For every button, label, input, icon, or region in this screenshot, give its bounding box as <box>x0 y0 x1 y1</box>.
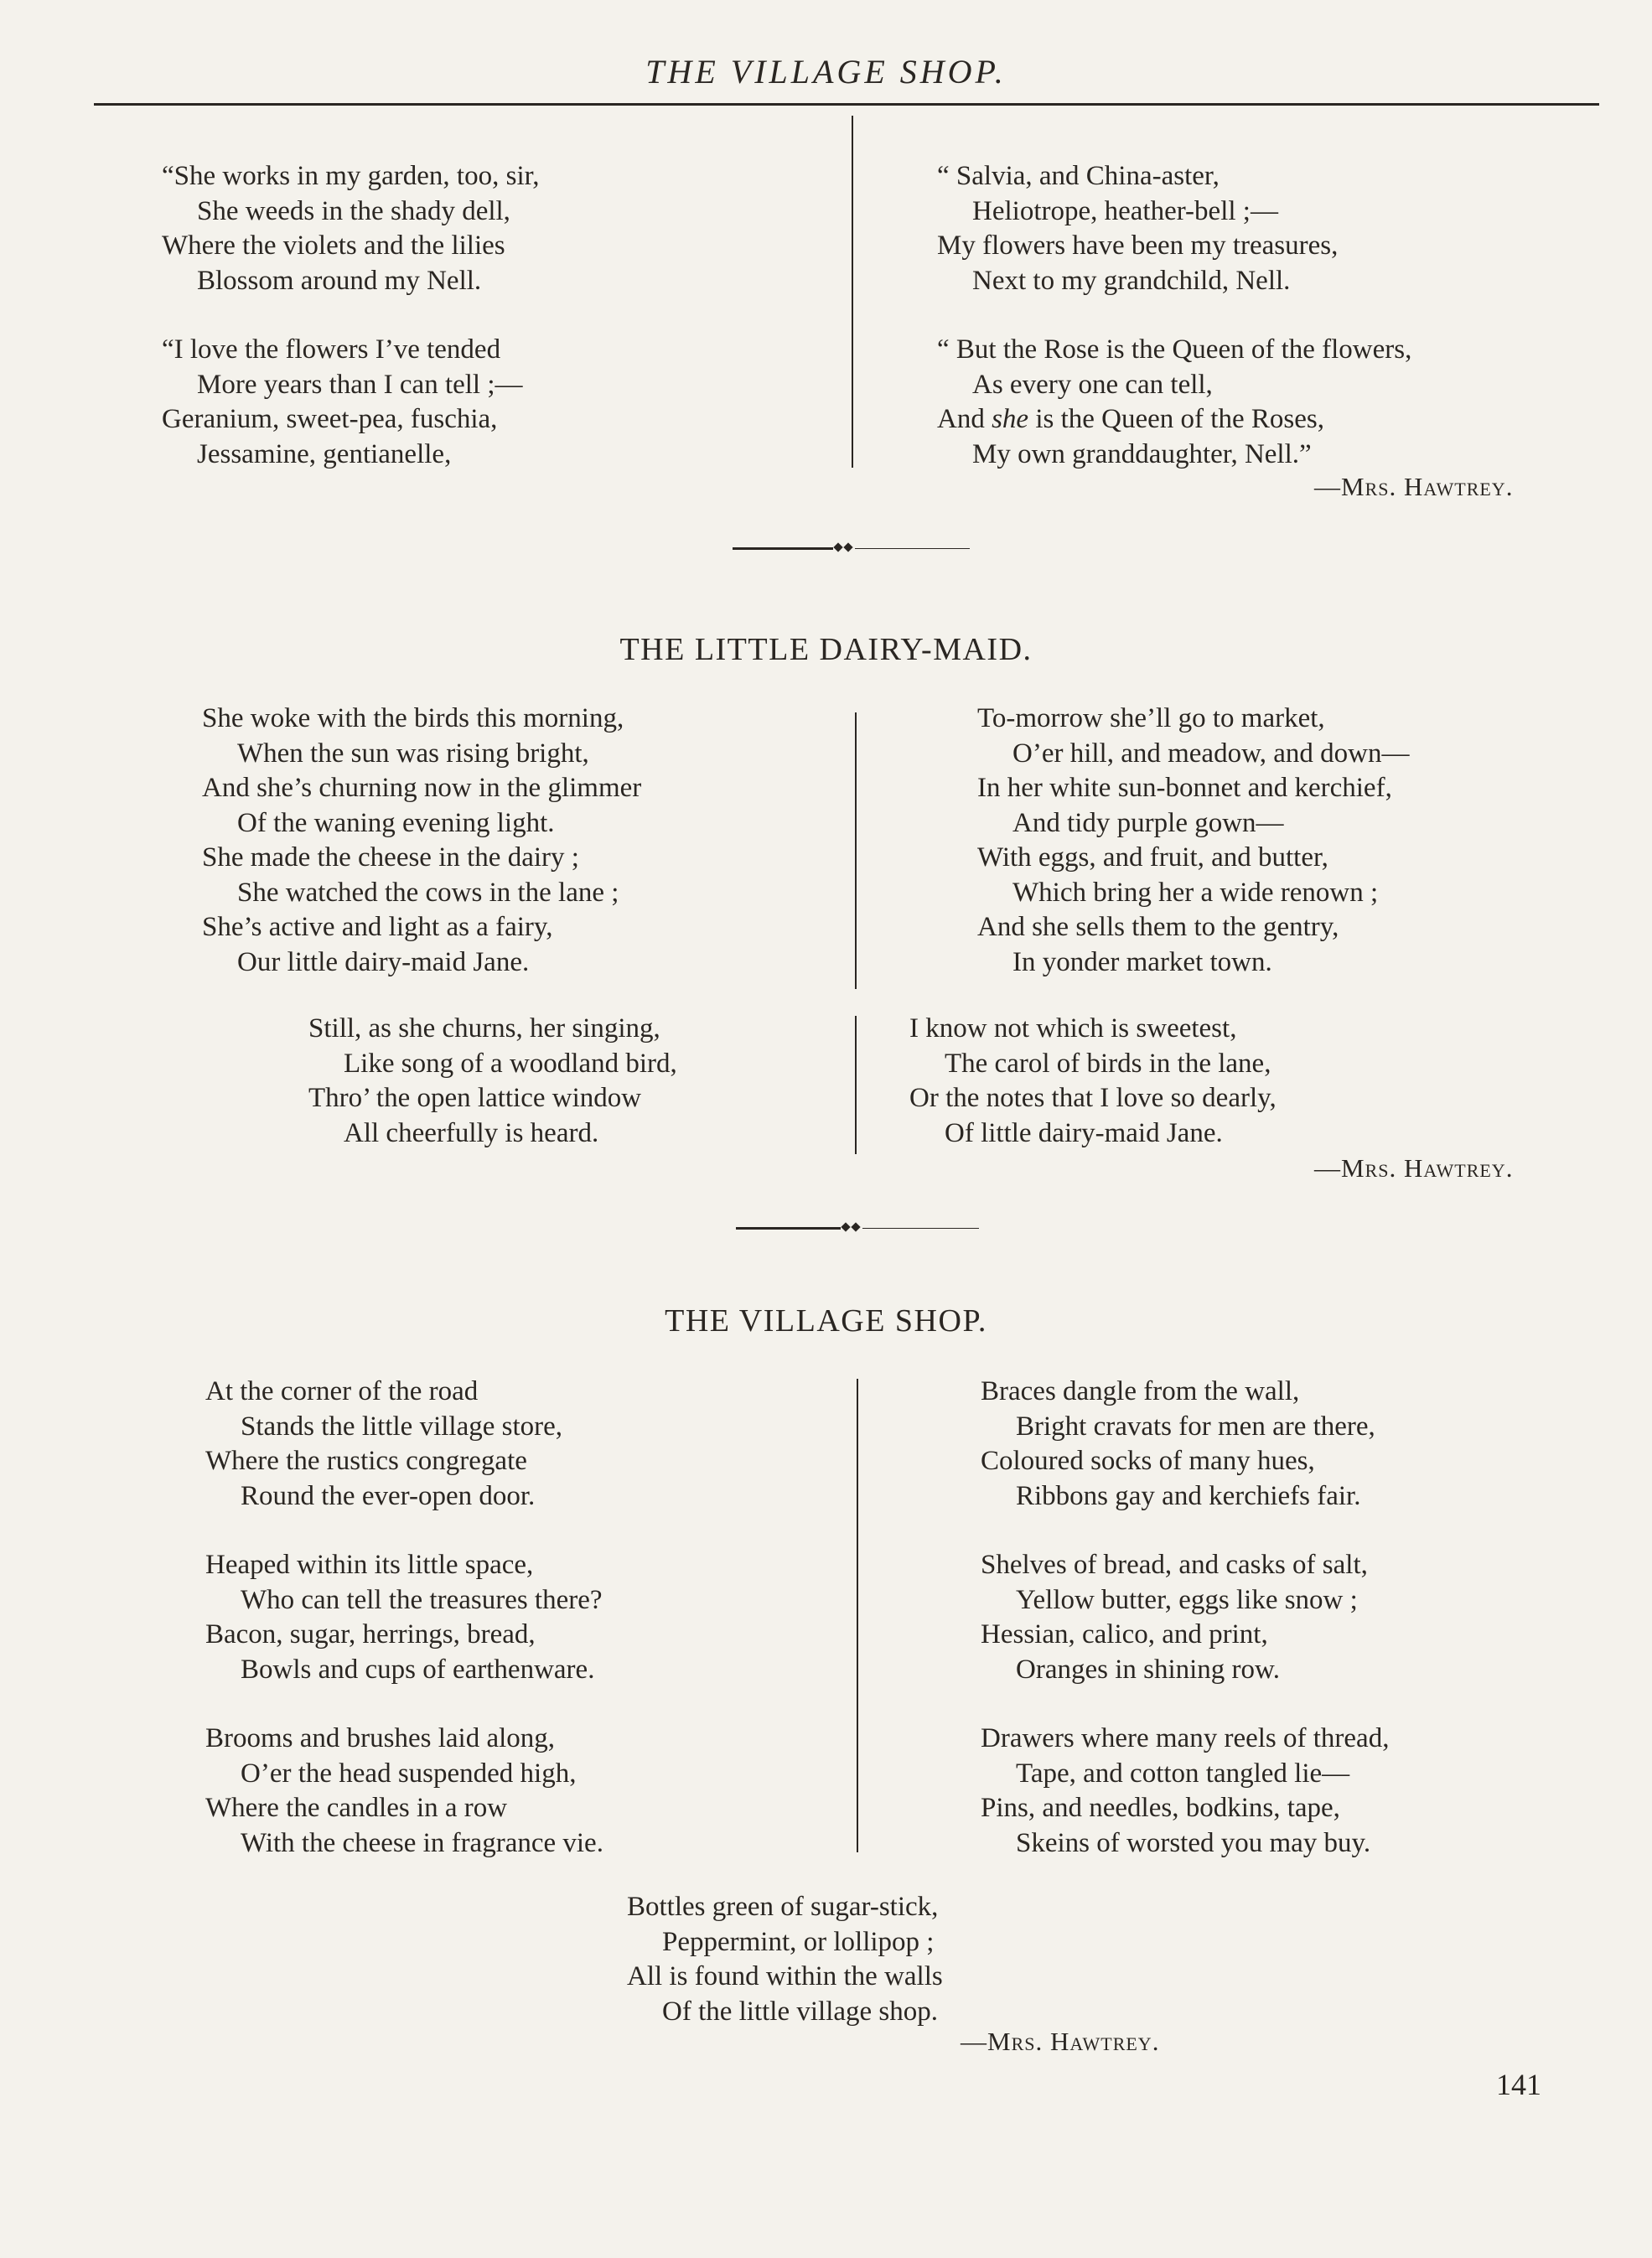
poem-line: I know not which is sweetest, <box>909 1013 1237 1044</box>
section-ornament <box>736 1226 979 1231</box>
poem-line: Bacon, sugar, herrings, bread, <box>205 1619 536 1649</box>
poem-line: Of the little village shop. <box>662 1996 939 2027</box>
poem-line: Next to my grandchild, Nell. <box>972 265 1291 296</box>
poem-line: “I love the flowers I’ve tended <box>162 334 501 365</box>
poem-line: O’er hill, and meadow, and down— <box>1012 738 1410 769</box>
poem-line: In yonder market town. <box>1012 946 1272 977</box>
poem2-left-stanza-1 <box>202 702 641 980</box>
poem1-right-column <box>937 159 1411 472</box>
poem-line: Hessian, calico, and print, <box>981 1619 1268 1649</box>
poem-line: When the sun was rising bright, <box>237 738 589 769</box>
header-rule <box>94 103 1599 106</box>
poem-line: She woke with the birds this morning, <box>202 703 624 733</box>
poem3-stanza-final <box>627 1890 943 2029</box>
poem-line: Pins, and needles, bodkins, tape, <box>981 1793 1340 1823</box>
poem3-left-column <box>205 1375 603 1861</box>
running-head: THE VILLAGE SHOP. <box>645 53 1007 91</box>
poem-line: Like song of a woodland bird, <box>344 1048 677 1079</box>
poem-line: Of little dairy-maid Jane. <box>945 1117 1223 1148</box>
poem-line: Peppermint, or lollipop ; <box>662 1926 935 1957</box>
poem3-right-stanza-2 <box>981 1548 1389 1687</box>
poem-line: Shelves of bread, and casks of salt, <box>981 1550 1368 1580</box>
column-divider <box>852 116 853 468</box>
poem-line: My own granddaughter, Nell.” <box>972 438 1312 469</box>
poem-line: My flowers have been my treasures, <box>937 230 1339 261</box>
poem-line: The carol of birds in the lane, <box>945 1048 1271 1079</box>
poem-line-text: And she is the Queen of the Roses, <box>937 404 1324 434</box>
poem2-left-column-2 <box>308 1012 677 1151</box>
poem-line: Jessamine, gentianelle, <box>197 438 452 469</box>
poem-line: More years than I can tell ;— <box>197 369 523 400</box>
poem-line: With the cheese in fragrance vie. <box>241 1827 603 1858</box>
poem-line: “ Salvia, and China-aster, <box>937 161 1220 191</box>
poem1-left-column <box>162 159 540 472</box>
poem-line: Tape, and cotton tangled lie— <box>1016 1758 1350 1789</box>
poem3-right-stanza-3 <box>981 1722 1389 1861</box>
column-divider <box>857 1379 858 1852</box>
poem-line: Which bring her a wide renown ; <box>1012 877 1379 908</box>
poem-line: With eggs, and fruit, and butter, <box>977 842 1328 873</box>
poem2-right-stanza-1 <box>977 702 1410 980</box>
poem3-right-stanza-1 <box>981 1375 1389 1514</box>
poem-line: Coloured socks of many hues, <box>981 1446 1315 1476</box>
poem-line: Where the rustics congregate <box>205 1446 527 1476</box>
poem3-left-stanza-1 <box>205 1375 603 1514</box>
poem1-attribution: —Mrs. Hawtrey. <box>1314 472 1514 501</box>
poem-line: Where the violets and the lilies <box>162 230 505 261</box>
poem3-attribution: —Mrs. Hawtrey. <box>961 2027 1160 2056</box>
poem-line: Skeins of worsted you may buy. <box>1016 1827 1371 1858</box>
poem3-final-stanza <box>627 1890 943 2029</box>
poem1-right-stanza-2 <box>937 333 1411 472</box>
column-divider <box>855 712 857 989</box>
poem3-left-stanza-3 <box>205 1722 603 1861</box>
poem-line: Bright cravats for men are there, <box>1016 1411 1375 1442</box>
poem-line: Oranges in shining row. <box>1016 1654 1280 1685</box>
poem-line: Ribbons gay and kerchiefs fair. <box>1016 1480 1361 1511</box>
poem-line: As every one can tell, <box>972 369 1213 400</box>
poem-line: Yellow butter, eggs like snow ; <box>1016 1584 1358 1615</box>
poem2-left-column <box>202 702 641 980</box>
poem3-left-stanza-2 <box>205 1548 603 1687</box>
poem1-left-stanza-1 <box>162 159 540 298</box>
poem2-right-stanza-2 <box>909 1012 1277 1151</box>
poem2-attribution: —Mrs. Hawtrey. <box>1314 1153 1514 1183</box>
poem-line <box>937 402 1411 438</box>
poem1-right-stanza-1 <box>937 159 1411 298</box>
poem3-right-column <box>981 1375 1389 1861</box>
poem-line: Where the candles in a row <box>205 1793 508 1823</box>
poem1-left-stanza-2 <box>162 333 540 472</box>
poem-line: And she’s churning now in the glimmer <box>202 773 642 803</box>
poem-line: Drawers where many reels of thread, <box>981 1723 1390 1753</box>
poem-line: Heliotrope, heather-bell ;— <box>972 195 1278 226</box>
poem-line: Heaped within its little space, <box>205 1550 534 1580</box>
poem-line: O’er the head suspended high, <box>241 1758 577 1789</box>
poem-line: Geranium, sweet-pea, fuschia, <box>162 404 498 434</box>
poem2-right-column <box>977 702 1410 980</box>
poem-line: Bowls and cups of earthenware. <box>241 1654 595 1685</box>
poem-line: Thro’ the open lattice window <box>308 1083 642 1113</box>
poem-line: All cheerfully is heard. <box>344 1117 599 1148</box>
poem-line: To-morrow she’ll go to market, <box>977 703 1325 733</box>
poem-line: “ But the Rose is the Queen of the flowers, <box>937 334 1412 365</box>
poem-line: Who can tell the treasures there? <box>241 1584 603 1615</box>
poem-line: She watched the cows in the lane ; <box>237 877 619 908</box>
poem-line: Still, as she churns, her singing, <box>308 1013 660 1044</box>
poem-line: At the corner of the road <box>205 1376 479 1406</box>
poem-line: Bottles green of sugar-stick, <box>627 1892 939 1922</box>
poem-line: “She works in my garden, too, sir, <box>162 161 540 191</box>
poem-line: Our little dairy-maid Jane. <box>237 946 530 977</box>
page-number: 141 <box>1496 2068 1541 2101</box>
poem-line: Stands the little village store, <box>241 1411 563 1442</box>
poem2-right-column-2 <box>909 1012 1277 1151</box>
poem-line: Brooms and brushes laid along, <box>205 1723 556 1753</box>
poem3-title: THE VILLAGE SHOP. <box>665 1303 987 1339</box>
column-divider <box>855 1016 857 1154</box>
poem-line: Round the ever-open door. <box>241 1480 536 1511</box>
poem-line: All is found within the walls <box>627 1961 943 1991</box>
poem-line: Blossom around my Nell. <box>197 265 482 296</box>
poem-line: She’s active and light as a fairy, <box>202 912 553 942</box>
section-ornament <box>733 546 970 552</box>
poem-line: She made the cheese in the dairy ; <box>202 842 579 873</box>
poem-line: Of the waning evening light. <box>237 807 555 838</box>
poem-line: In her white sun-bonnet and kerchief, <box>977 773 1392 803</box>
poem2-left-stanza-2 <box>308 1012 677 1151</box>
poem-line: And tidy purple gown— <box>1012 807 1284 838</box>
poem2-title: THE LITTLE DAIRY-MAID. <box>619 632 1033 667</box>
poem-line: She weeds in the shady dell, <box>197 195 510 226</box>
poem-line: Braces dangle from the wall, <box>981 1376 1300 1406</box>
poem-line: Or the notes that I love so dearly, <box>909 1083 1277 1113</box>
poem-line: And she sells them to the gentry, <box>977 912 1339 942</box>
